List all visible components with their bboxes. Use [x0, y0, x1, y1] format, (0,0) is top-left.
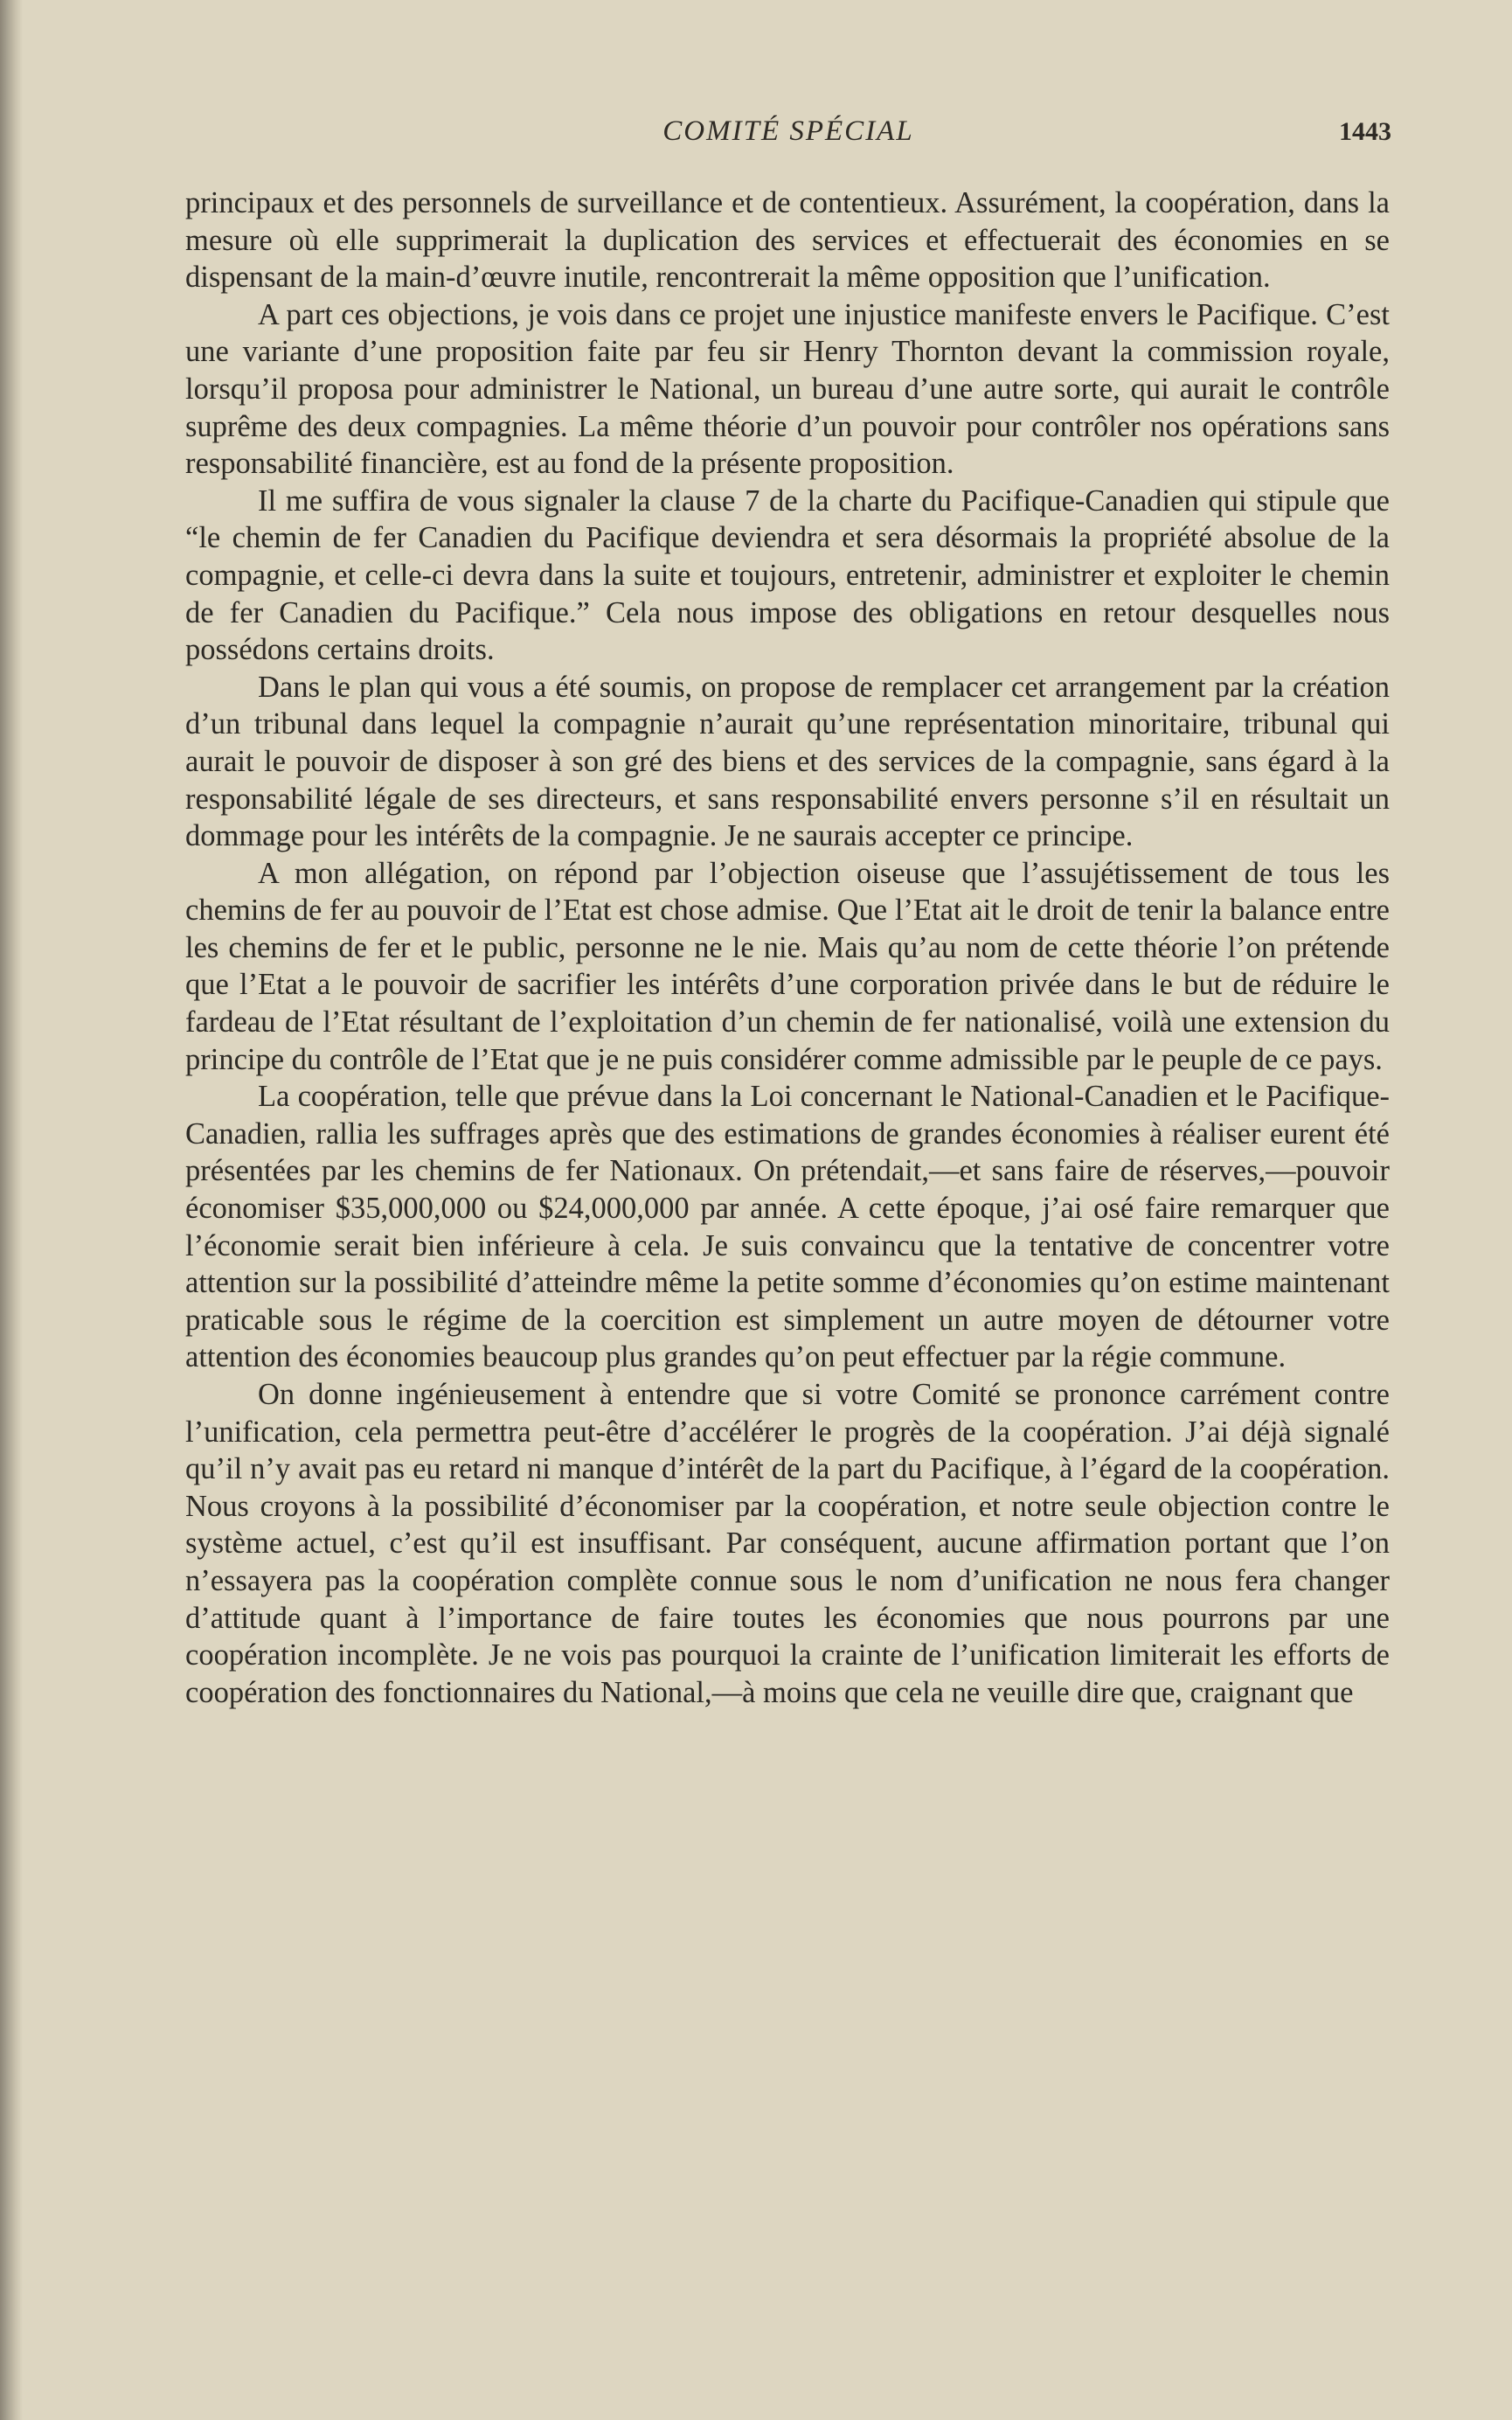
paragraph-1: principaux et des personnels de surveillance et de contentieux. Assurément, la coopération, dans la mesure où elle supprimerait la duplication des services et effectuerait des économies en se dispensant de la main-d’œuvre inutile, rencontrerait la même opposition que l’unification.	[185, 186, 1390, 295]
paragraph-3: Il me suffira de vous signaler la clause 7 de la charte du Pacifique-Canadien qui stipule que “le chemin de fer Canadien du Pacifique deviendra et sera désormais la propriété absolue de la compagnie, et celle-ci devra dans la suite et toujours, entretenir, administrer et exploiter le chemin de fer Canadien du Pacifique.” Cela nous impose des obligations en retour desquelles nous possédons certains droits.	[185, 483, 1390, 667]
paragraph-6: La coopération, telle que prévue dans la Loi concernant le National-Canadien et le Pacifique-Canadien, rallia les suffrages après que des estimations de grandes économies à réaliser eurent été présentées par les chemins de fer Nationaux. On prétendait,—et sans faire de réserves,—pouvoir économiser $35,000,000 ou $24,000,000 par année. A cette époque, j’ai osé faire remarquer que l’économie serait bien inférieure à cela. Je suis convaincu que la tentative de concentrer votre attention sur la possibilité d’atteindre même la petite somme d’économies qu’on estime maintenant praticable sous le régime de la coercition est simplement un autre moyen de détourner votre attention des économies beaucoup plus grandes qu’on peut effectuer par la régie commune.	[185, 1080, 1390, 1374]
paragraph-2: A part ces objections, je vois dans ce projet une injustice manifeste envers le Pacifique. C’est une variante d’une proposition faite par feu sir Henry Thornton devant la commission royale, lorsqu’il proposa pour administrer le National, un bureau d’une autre sorte, qui aurait le contrôle suprême des deux compagnies. La même théorie d’un pouvoir pour contrôler nos opérations sans responsabilité financière, est au fond de la présente proposition.	[185, 297, 1390, 481]
paragraph-5: A mon allégation, on répond par l’objection oiseuse que l’assujétissement de tous les chemins de fer au pouvoir de l’Etat est chose admise. Que l’Etat ait le droit de tenir la balance entre les chemins de fer et le public, personne ne le nie. Mais qu’au nom de cette théorie l’on prétende que l’Etat a le pouvoir de sacrifier les intérêts d’une corporation privée dans le but de réduire le fardeau de l’Etat résultant de l’exploitation d’un chemin de fer nationalisé, voilà une extension du principe du contrôle de l’Etat que je ne puis considérer comme admissible par le peuple de ce pays.	[185, 856, 1390, 1076]
paragraph-4: Dans le plan qui vous a été soumis, on propose de remplacer cet arrangement par la création d’un tribunal dans lequel la compagnie n’aurait qu’une représentation minoritaire, tribunal qui aurait le pouvoir de disposer à son gré des biens et des services de la compagnie, sans égard à la responsabilité légale de ses directeurs, et sans responsabilité envers personne s’il en résultait un dommage pour les intérêts de la compagnie. Je ne saurais accepter ce principe.	[185, 670, 1390, 853]
running-header	[185, 115, 1391, 154]
paragraph-7: On donne ingénieusement à entendre que si votre Comité se prononce carrément contre l’unification, cela permettra peut-être d’accélérer le progrès de la coopération. J’ai déjà signalé qu’il n’y avait pas eu retard ni manque d’intérêt de la part du Pacifique, à l’égard de la coopération. Nous croyons à la possibilité d’économiser par la coopération, et notre seule objection contre le système actuel, c’est qu’il est insuffisant. Par conséquent, aucune affirmation portant que l’on n’essayera pas la coopération complète connue sous le nom d’unification ne nous fera changer d’attitude quant à l’importance de faire toutes les économies que nous pourrons par une coopération incomplète. Je ne vois pas pourquoi la crainte de l’unification limiterait les efforts de coopération des fonctionnaires du National,—à moins que cela ne veuille dire que, craignant que	[185, 1378, 1390, 1709]
body-text	[185, 184, 1390, 1711]
page-number: 1443	[1339, 117, 1391, 146]
running-title: COMITÉ SPÉCIAL	[662, 115, 914, 147]
